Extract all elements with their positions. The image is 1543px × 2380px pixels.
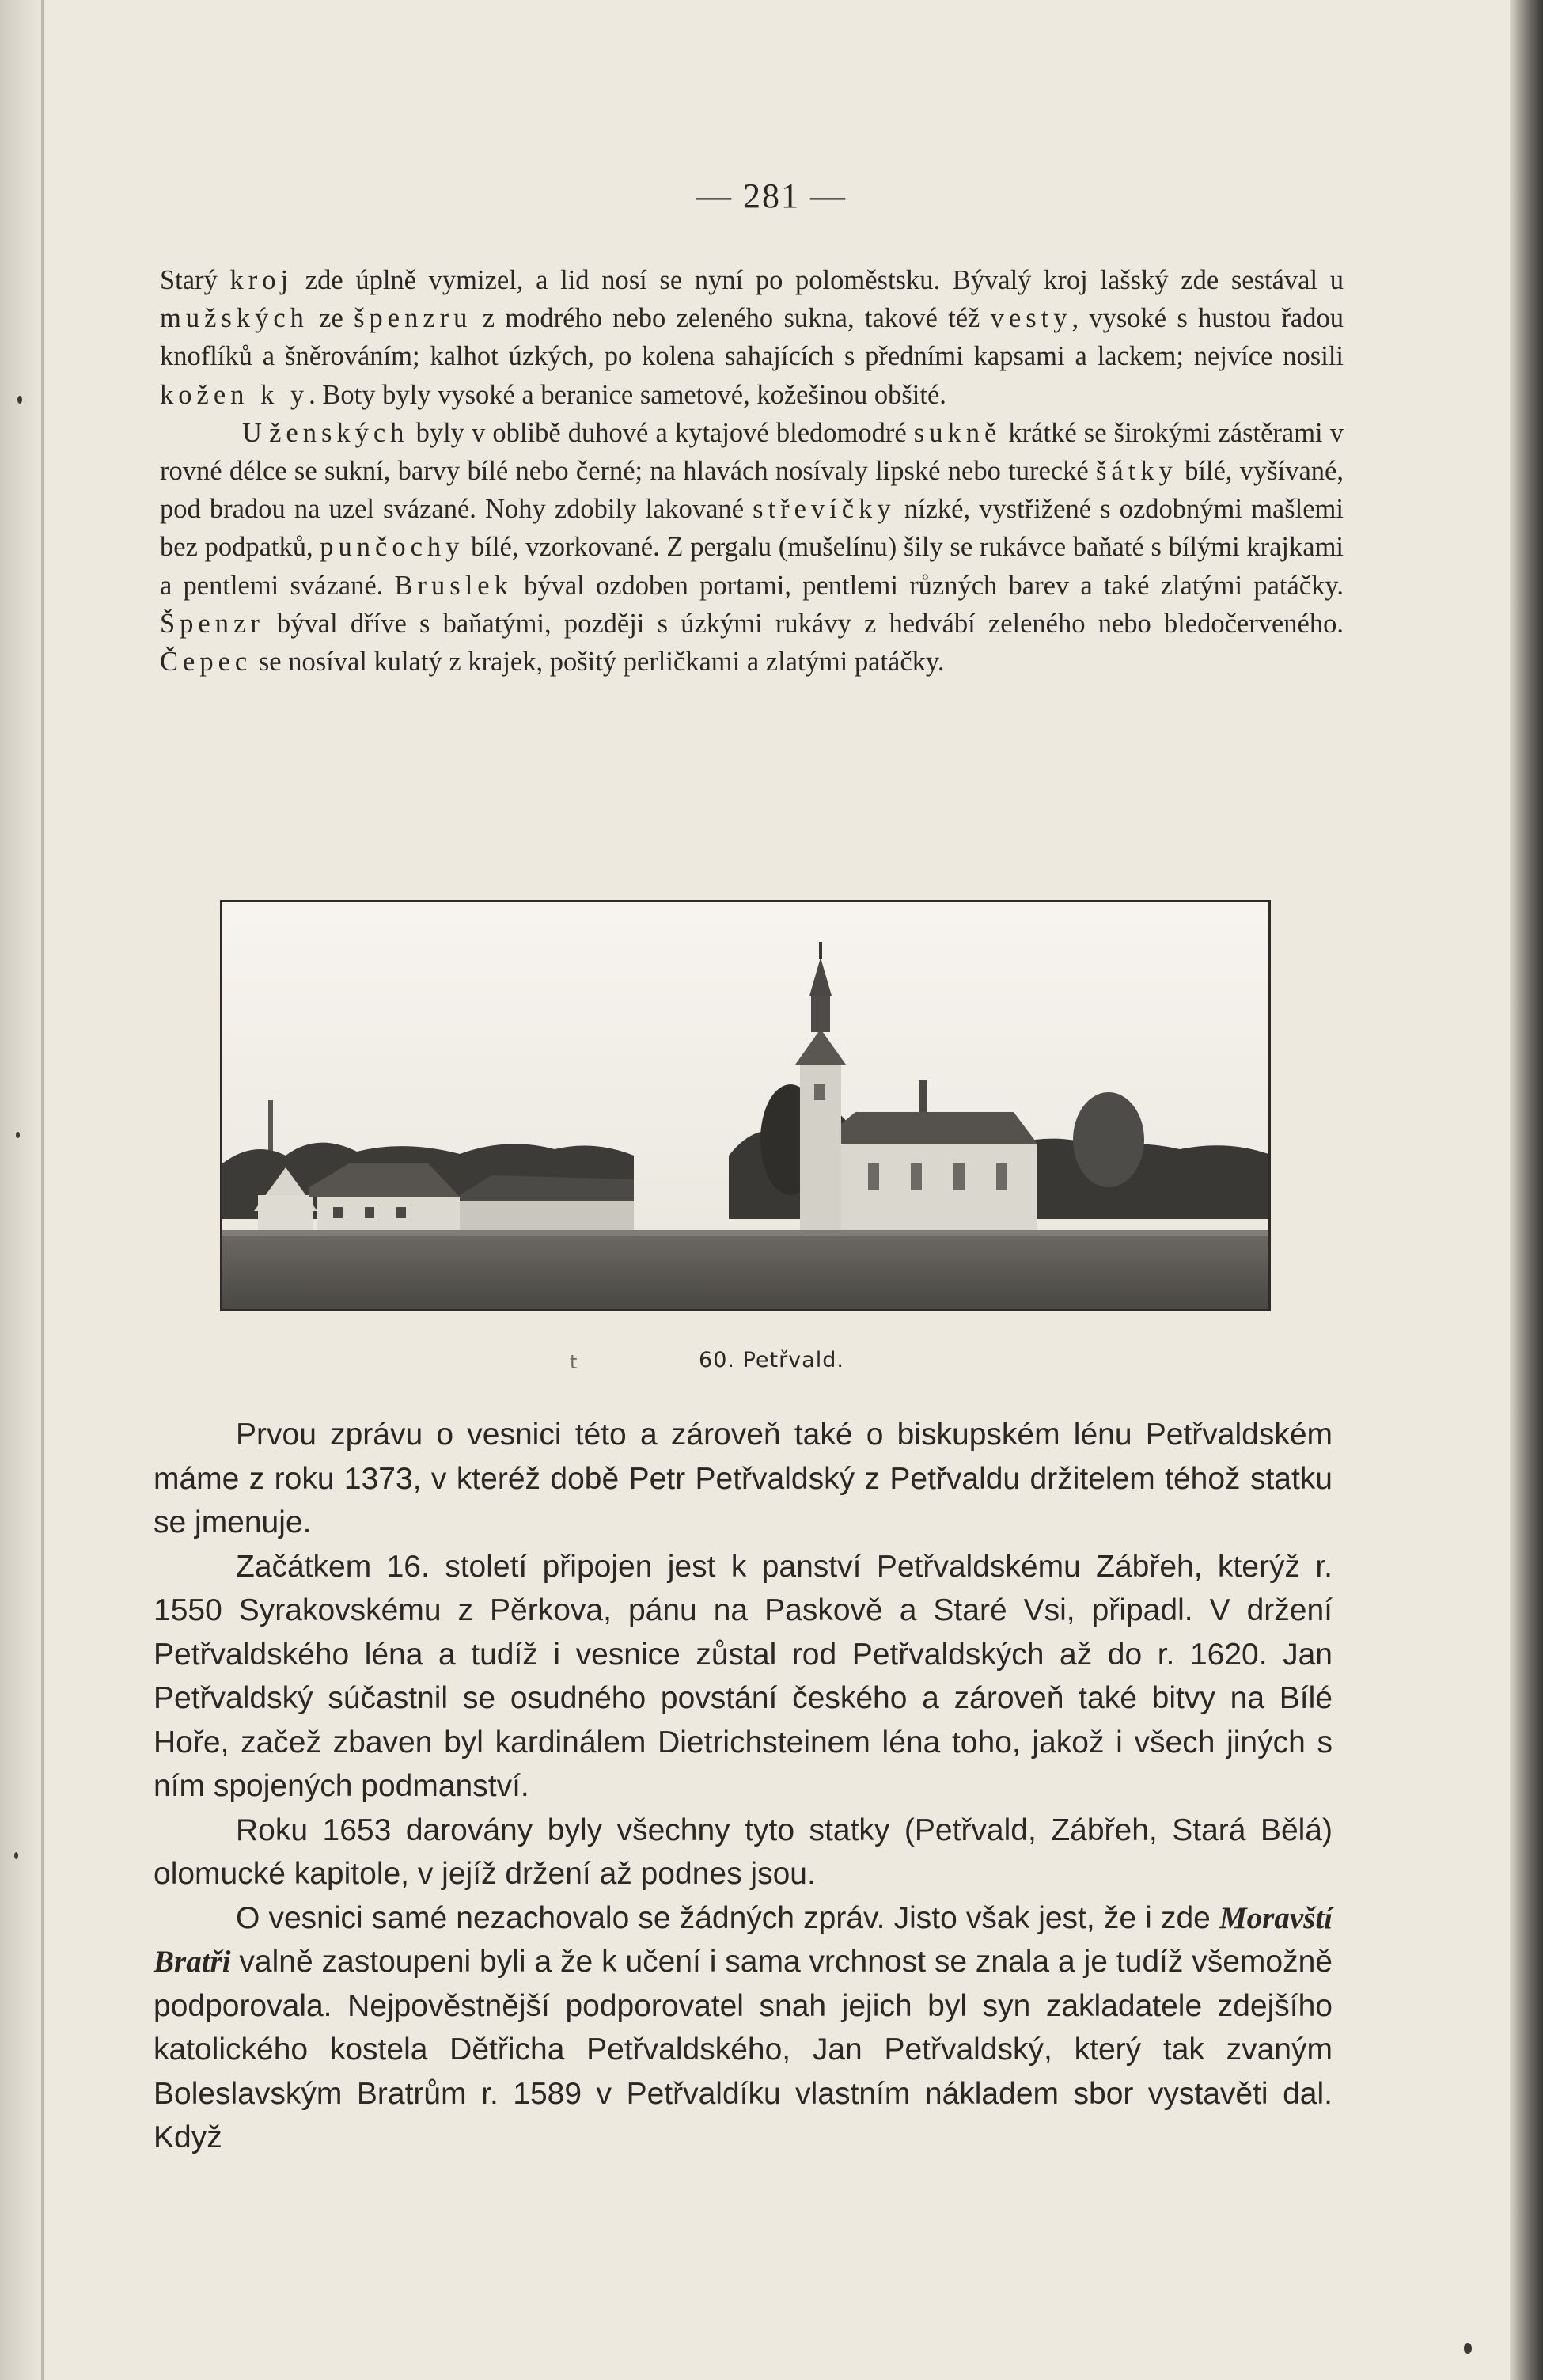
- paragraph-1653: [154, 1809, 1333, 1896]
- text-segment: , vysoké s hustou řadou knoflíků a šněrováním; kalhot úzkých, po kolena sahajících s předními kapsami a lackem; nejvíce nosili: [160, 303, 1344, 372]
- emphasized-term: Čepec: [160, 647, 252, 678]
- text-segment: U: [242, 417, 270, 448]
- emphasized-term: mužských: [160, 303, 309, 334]
- text-segment: býval dříve s baňatými, později s úzkými rukávy z hedvábí zeleného nebo bledočerveného.: [263, 608, 1344, 639]
- emphasized-term: střevíčky: [753, 494, 896, 525]
- figure-caption: [0, 1348, 1543, 1372]
- text-segment: bílé, vzorkované. Z pergalu (mušelínu) šily se rukávce baňaté s bílými krajkami a pentlemi svázané.: [160, 532, 1344, 601]
- paragraph-womens-costume: [160, 414, 1344, 681]
- text-segment: nízké, vystřižené s ozdobnými mašlemi bez podpatků,: [160, 494, 1344, 563]
- emphasized-term: špenzru: [354, 303, 472, 334]
- caption-mark: t: [570, 1351, 578, 1373]
- text-segment: . Boty byly vysoké a beranice sametové, kožešinou obšité.: [309, 379, 946, 410]
- text-segment: Začátkem 16. století připojen jest k panství Petřvaldskému Zábřeh, kterýž r. 1550 Syrakovskému z Pěrkova, pánu na Paskově a Staré Vsi, připadl. V držení Petřvaldského léna a tudíž i vesnice zůstal rod Petřvaldských až do r. 1620. Jan Petřvaldský súčastnil se osudného povstání českého a zároveň také bitvy na Bílé Hoře, začež zbaven byl kardinálem Dietrichsteinem léna toho, jakož i všech jiných s ním spojených podmanství.: [154, 1549, 1333, 1803]
- emphasized-term: punčochy: [320, 532, 464, 563]
- paragraph-first-mention: [154, 1413, 1333, 1545]
- paragraph-mens-costume: [160, 261, 1344, 414]
- text-segment: zde úplně vymizel, a lid nosí se nyní po poloměstsku. Bývalý kroj lašský zde sestával u: [293, 265, 1344, 295]
- emphasized-term: ženských: [269, 417, 409, 448]
- page-right-edge: [1510, 0, 1543, 2380]
- photo-petrvald-church: [220, 900, 1271, 1311]
- text-segment: z modrého nebo zeleného sukna, takové též: [472, 303, 991, 334]
- scan-speck: [17, 396, 22, 404]
- text-segment: Roku 1653 darovány byly všechny tyto statky (Petřvald, Zábřeh, Stará Bělá) olomucké kapitole, v jejíž držení až podnes jsou.: [154, 1813, 1333, 1891]
- photo-illustration: [222, 902, 1268, 1309]
- text-segment: valně zastoupeni byli a že k učení i sama vrchnost se znala a je tudíž všemožně podporovala. Nejpověstnější podporovatel snah jejich byl syn zakladatele zdejšího katolického kostela Dětřicha Petřvaldského, Jan Petřvaldský, který tak zvaným Boleslavským Bratrům r. 1589 v Petřvaldíku vlastním nákladem sbor vystavěti dal. Když: [154, 1945, 1333, 2154]
- italic-term: Moravští Bratři: [154, 1900, 1333, 1979]
- text-segment: krátké se širokými zástěrami v rovné délce se sukní, barvy bílé nebo černé; na hlavách nosívaly lipské nebo turecké: [160, 417, 1344, 487]
- emphasized-term: vesty: [990, 303, 1072, 334]
- emphasized-term: kožen k y: [160, 379, 309, 410]
- costume-description: [160, 261, 1344, 681]
- village-history: [154, 1413, 1333, 2160]
- text-segment: se nosíval kulatý z krajek, pošitý perličkami a zlatými patáčky.: [252, 647, 945, 678]
- text-segment: bílé, vyšívané, pod bradou na uzel svázané. Nohy zdobily lakované: [160, 456, 1344, 525]
- text-segment: byly v oblibě duhové a kytajové bledomodré: [408, 417, 914, 448]
- scan-speck: [16, 1132, 20, 1138]
- emphasized-term: šátky: [1095, 456, 1177, 487]
- scan-speck: [1464, 2343, 1472, 2354]
- emphasized-term: Bruslek: [394, 570, 513, 601]
- page-number: — 281 —: [696, 177, 847, 215]
- caption-text: 60. Petřvald.: [699, 1348, 844, 1372]
- paragraph-moravian-brethren: [154, 1896, 1333, 2160]
- text-segment: O vesnici samé nezachovalo se žádných zpráv. Jisto však jest, že i zde: [236, 1900, 1219, 1935]
- page-fold-line: [41, 0, 44, 2380]
- text-segment: Prvou zprávu o vesnici této a zároveň také o biskupském lénu Petřvaldském máme z roku 1373, v kteréž době Petr Petřvaldský z Petřvaldu držitelem téhož statku se jmenuje.: [154, 1418, 1333, 1539]
- paragraph-16th-century: [154, 1545, 1333, 1809]
- text-segment: býval ozdoben portami, pentlemi různých barev a také zlatými patáčky.: [512, 570, 1344, 601]
- emphasized-term: Špenzr: [160, 608, 264, 639]
- text-segment: Starý: [160, 265, 230, 295]
- emphasized-term: sukně: [913, 417, 1002, 448]
- emphasized-term: kroj: [229, 265, 294, 295]
- text-segment: ze: [308, 303, 354, 334]
- scan-speck: [14, 1852, 18, 1859]
